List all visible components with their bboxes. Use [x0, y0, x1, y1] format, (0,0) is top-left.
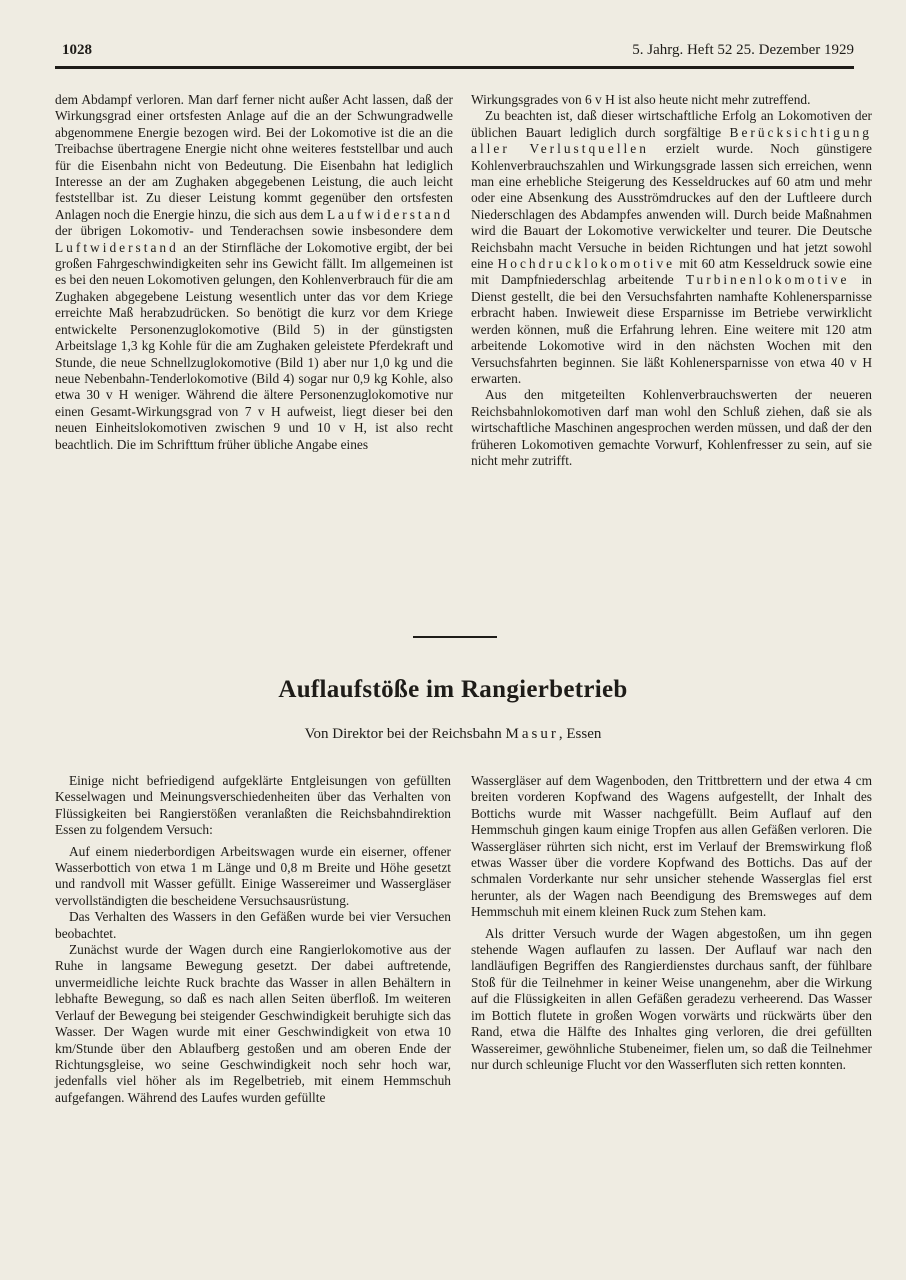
paragraph: Zu beachten ist, daß dieser wirtschaftliche Erfolg an Lokomotiven der üblichen Bauart lediglich durch sorgfältige Berücksichtigung aller Verlustquellen erzielt wurde. Noch günstigere Kohlenverbrauchszahlen und Wirkungsgrade lassen sich erreichen, wenn man eine erhebliche Steigerung des Kesseldruckes auf 60 atm und mehr oder eine Absenkung des Ausströmdruckes auf den der Luftleere durch Niederschlagen des Abdampfes anwenden will. Durch beide Maßnahmen wird die Bauart der Lokomotive verwickelter und teurer. Die Deutsche Reichsbahn macht Versuche in beiden Richtungen und hat jetzt sowohl eine Hochdrucklokomotive mit 60 atm Kesseldruck sowie eine mit Dampfniederschlag arbeitende Turbinenlokomotive in Dienst gestellt, die bei den Versuchsfahrten namhafte Kohlenersparnisse erbracht haben. Inwieweit diese Ersparnisse im Betriebe verwirklicht werden können, muß die Erfahrung lehren. Eine weitere mit 120 atm arbeitende Lokomotive wird in den nächsten Wochen mit den Versuchsfahrten beginnen. Sie läßt Kohlenersparnisse von etwa 40 v H erwarten.: [471, 108, 872, 386]
paragraph: Wirkungsgrades von 6 v H ist also heute nicht mehr zutreffend.: [471, 92, 811, 107]
paragraph: Einige nicht befriedigend aufgeklärte Entgleisungen von gefüllten Kesselwagen und Meinungsverschiedenheiten über das Verhalten von Flüssigkeiten bei Rangierstößen veranlaßten die Reichsbahndirektion Essen zu folgendem Versuch:: [55, 773, 451, 838]
header-rule: [55, 66, 854, 69]
paragraph: Auf einem niederbordigen Arbeitswagen wurde ein eiserner, offener Wasserbottich von etwa 1 m Länge und 0,8 m Breite und Höhe gesetzt und randvoll mit Wasser gefüllt. Einige Wassereimer und Wassergläser vervollständigten die bescheidene Versuchsausrüstung.: [55, 843, 451, 908]
article1-column-left: [55, 92, 453, 453]
emphasis-spaced: Hochdrucklokomotive: [497, 256, 676, 272]
paragraph: Zunächst wurde der Wagen durch eine Rangierlokomotive aus der Ruhe in langsame Bewegung gesetzt. Der dabei auftretende, unvermeidliche leichte Ruck brachte das Wasser in allen Behältern in lebhafte Bewegung, so daß es nach allen Seiten überfloß. Im weiteren Verlauf der Bewegung bei steigender Geschwindigkeit beruhigte sich das Wasser. Der Wagen wurde mit einer Geschwindigkeit von etwa 10 km/Stunde über den Ablaufberg gestoßen und am oberen Ende der Richtungsgleise, wo seine Geschwindigkeit noch sehr hoch war, jedenfalls viel höher als im Regelbetrieb, mit einem Hemmschuh aufgefangen. Während des Laufes wurden gefüllte: [55, 942, 451, 1105]
paragraph: Wassergläser auf dem Wagenboden, den Trittbrettern und der etwa 4 cm breiten vorderen Kopfwand des Wagens aufgestellt, der Inhalt des Bottichs wurde mit Wasser nachgefüllt. Beim Auflauf auf den Hemmschuh gingen kaum einige Tropfen aus allen Gefäßen verloren. Die Wassergläser rührten sich nicht, erst im Verlauf der Bremswirkung floß etwas Wasser über die vordere Kopfwand des Bottichs. Das auf der schmalen Vorderkante nur sehr unsicher stehende Wasserglas fiel erst herunter, als der Wagen nach Beendigung des Bremsweges auf dem Hemmschuh mit einem kleinen Ruck zum Stehen kam.: [471, 773, 872, 920]
emphasis-spaced: Berücksichtigung aller Verlustquellen: [471, 124, 872, 157]
article-byline: Von Direktor bei der Reichsbahn Masur, Essen: [304, 726, 602, 742]
paragraph: Als dritter Versuch wurde der Wagen abgestoßen, um ihn gegen stehende Wagen auflaufen zu lassen. Der Auflauf war nach den landläufigen Begriffen des Rangierdienstes durchaus sanft, der fühlbare Stoß für die Teilnehmer in keiner Weise unangenehm, aber die Wirkung auf die Flüssigkeiten in allen Gefäßen geradezu verheerend. Das Wasser im Bottich flutete in großen Wogen vorwärts und rückwärts über den Rand, etwa die Hälfte des Inhaltes ging verloren, die drei gefüllten Wassereimer, gewöhnliche Stubeneimer, fielen um, so daß die Teilnehmer nur durch schleunige Flucht vor den Wasserfluten sich retten konnten.: [471, 925, 872, 1072]
section-divider: [413, 636, 497, 638]
article2-column-right: [471, 773, 872, 1073]
emphasis-spaced: Turbinenlokomotive: [685, 272, 850, 288]
article1-column-right: [471, 92, 872, 469]
author-name: Masur: [505, 726, 559, 742]
page-number: 1028: [62, 42, 92, 58]
emphasis-spaced: Laufwiderstand: [326, 206, 453, 222]
article2-column-left: [55, 773, 451, 1106]
emphasis-spaced: Luftwiderstand: [55, 239, 179, 255]
paragraph: Aus den mitgeteilten Kohlenverbrauchswerten der neueren Reichsbahnlokomotiven darf man wohl den Schluß ziehen, daß sie als wirtschaftliche Maschinen angesprochen werden müssen, und daß der den früheren Lokomotiven gemachte Vorwurf, Kohlenfresser zu sein, auf sie nicht mehr zutrifft.: [471, 387, 872, 468]
paragraph: dem Abdampf verloren. Man darf ferner nicht außer Acht lassen, daß der Wirkungsgrad einer ortsfesten Anlage auf die an der Schwungradwelle abgenommene Energie bezogen wird. Bei der Lokomotive ist die an die Treibachse übertragene Energie nicht ohne weiteres feststellbar und auch für die Eisenbahn nicht von Bedeutung. Die Eisenbahn hat lediglich Interesse an der am Zughaken abgegebenen Leistung, die auch leicht feststellbar ist. Zu dieser Leistung kommt gegenüber den ortsfesten Anlagen noch die Energie hinzu, die sich aus dem Laufwiderstand der übrigen Lokomotiv- und Tenderachsen sowie insbesondere dem Luftwiderstand an der Stirnfläche der Lokomotive ergibt, der bei großen Fahrgeschwindigkeiten sehr ins Gewicht fällt. Im allgemeinen ist es bei den neuen Lokomotiven gelungen, den Kohlenverbrauch für die am Zughaken abgegebene Leistung wesentlich unter das vor dem Kriege erreichte Maß herabzudrücken. So benötigt die kurz vor dem Kriege entwickelte Personenzuglokomotive (Bild 5) in der günstigsten Arbeitslage 1,3 kg Kohle für die am Zughaken geleistete Pferdekraft und Stunde, die neue Schnellzuglokomotive (Bild 1) aber nur 1,0 kg und die neue Nebenbahn-Tenderlokomotive (Bild 4) sogar nur 0,9 kg Kohle, also etwa 30 v H weniger. Während die ältere Personenzuglokomotive nur einen Gesamt-Wirkungsgrad von 7 v H aufweist, liegt dieser bei den neuen Einheitslokomotiven zwischen 9 und 10 v H, ist also recht beachtlich. Die im Schrifttum früher übliche Angabe eines: [55, 92, 453, 452]
issue-info: 5. Jahrg. Heft 52 25. Dezember 1929: [632, 42, 854, 58]
page-header: [62, 42, 854, 64]
paragraph: Das Verhalten des Wassers in den Gefäßen wurde bei vier Versuchen beobachtet.: [55, 909, 451, 941]
article-title: Auflaufstöße im Rangierbetrieb: [278, 676, 628, 703]
